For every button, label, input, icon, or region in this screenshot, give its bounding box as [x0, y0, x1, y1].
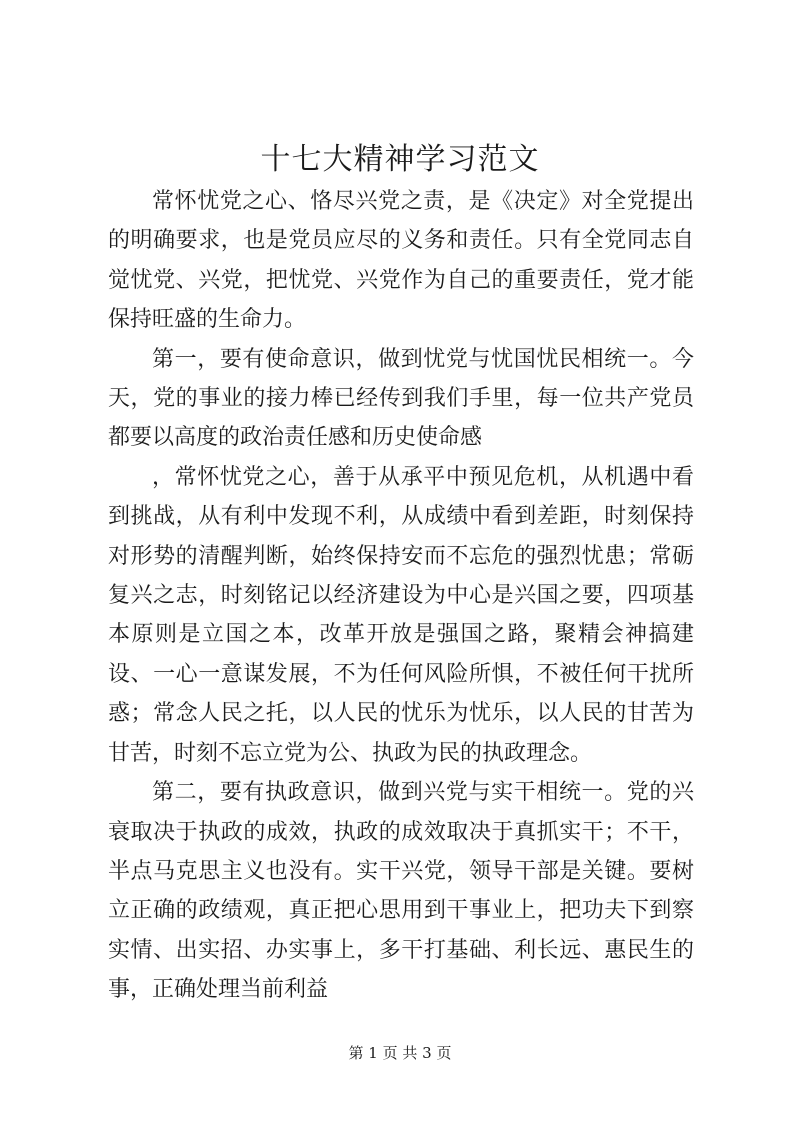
- page-footer: 第 1 页 共 3 页: [348, 1044, 452, 1062]
- paragraph-first-point: 第一，要有使命意识，做到忧党与忧国忧民相统一。今天，党的事业的接力棒已经传到我们手里，每一位共产党员都要以高度的政治责任感和历史使命感: [108, 346, 694, 451]
- document-title: 十七大精神学习范文: [260, 142, 540, 177]
- paragraph-first-point-continued: ，常怀忧党之心，善于从承平中预见危机，从机遇中看到挑战，从有利中发现不利，从成绩中看到差距，时刻保持对形势的清醒判断，始终保持安而不忘危的强烈忧患；常砺复兴之志，时刻铭记以经济建设为中心是兴国之要，四项基本原则是立国之本，改革开放是强国之路，聚精会神搞建设、一心一意谋发展，不为任何风险所惧，不被任何干扰所惑；常念人民之托，以人民的忧乐为忧乐，以人民的甘苦为甘苦，时刻不忘立党为公、执政为民的执政理念。: [108, 464, 694, 766]
- document-body: [108, 182, 694, 1010]
- paragraph-second-point: 第二，要有执政意识，做到兴党与实干相统一。党的兴衰取决于执政的成效，执政的成效取决于真抓实干；不干，半点马克思主义也没有。实干兴党，领导干部是关键。要树立正确的政绩观，真正把心思用到干事业上，把功夫下到察实情、出实招、办实事上，多干打基础、利长远、惠民生的事，正确处理当前利益: [108, 780, 694, 1003]
- paragraph-intro: 常怀忧党之心、恪尽兴党之责，是《决定》对全党提出的明确要求，也是党员应尽的义务和责任。只有全党同志自觉忧党、兴党，把忧党、兴党作为自己的重要责任，党才能保持旺盛的生命力。: [108, 189, 694, 333]
